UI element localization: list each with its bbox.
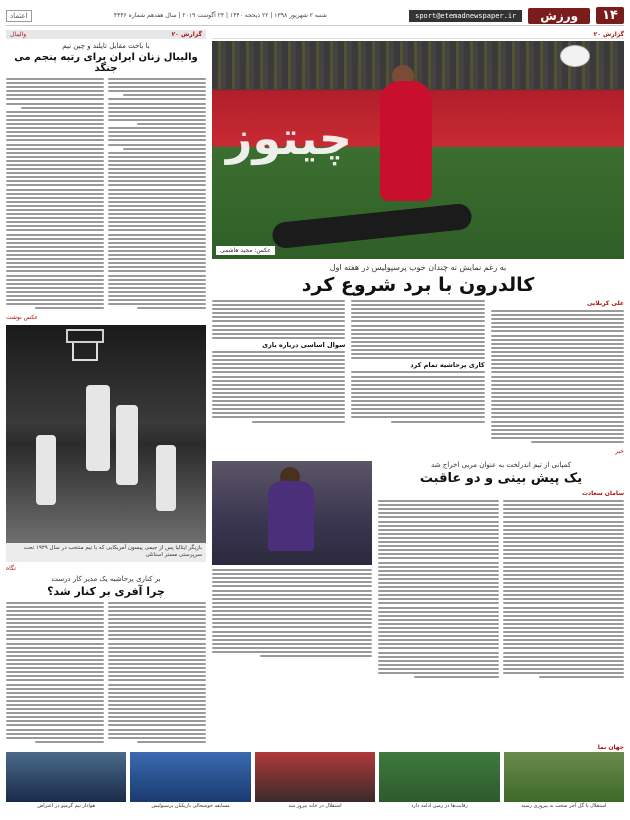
coach-kit xyxy=(268,481,314,551)
left-headline: والیبال زنان ایران برای رتبه پنجم می جنگد xyxy=(14,52,198,74)
second-byline: سامان سعادت xyxy=(582,490,624,498)
second-story-text xyxy=(378,461,624,680)
left-kicker-bar xyxy=(6,30,206,39)
thumb-image xyxy=(130,752,250,802)
second-headline: یک پیش بینی و دو عاقبت xyxy=(419,471,583,487)
main-text-col-3 xyxy=(212,300,345,445)
left-article-body xyxy=(6,78,206,311)
masthead-right xyxy=(409,7,624,24)
section-email[interactable]: sport@etemadnewspaper.ir xyxy=(409,10,522,22)
thumb-caption: هوادار تیم گرمیو در اعتراض xyxy=(37,803,96,809)
issue-line: شنبه ۲ شهریور ۱۳۹۸ | ۲۲ ذیحجه ۱۴۴۰ | ۲۴ آگوست ۲۰۱۹ | سال هفدهم شماره ۴۴۴۶ xyxy=(113,12,327,19)
main-inline-subhead: کاری پرحاشیه‌ تمام کرد xyxy=(410,361,485,370)
newspaper-logo: اعتماد xyxy=(6,10,32,22)
thumb-image xyxy=(255,752,375,802)
main-text-col-1 xyxy=(491,300,624,445)
left-text-col-1 xyxy=(108,78,206,311)
basketball-caption: بازیگر ایتالیا پس از جیمی پیسون آمریکایی که با تیم منتخب‌ در سال ۱۹۴۹ تحت سرپرستی مستر استانلی xyxy=(6,543,206,561)
masthead xyxy=(6,6,624,26)
coach-photo xyxy=(212,461,372,565)
hero-football-photo xyxy=(212,41,624,259)
player-red-kit xyxy=(380,81,432,201)
photo-kicker: عکس نوشت xyxy=(6,314,39,322)
player-figure xyxy=(116,405,138,485)
second-kicker: خبر xyxy=(615,448,624,456)
lower-headline: چرا آفری بر کنار شد؟ xyxy=(47,584,165,598)
strip-thumb[interactable] xyxy=(504,752,624,814)
player-dark-sliding xyxy=(271,203,473,250)
strip-thumb[interactable] xyxy=(130,752,250,814)
thumb-caption: مسابقه خوشحالی بازیکنان پرسپولیس xyxy=(151,803,230,809)
main-text-col-2 xyxy=(351,300,484,445)
thumb-caption: رقابت‌ها در زمین ادامه دارد xyxy=(410,803,468,809)
strip-kicker: جهان نما xyxy=(597,744,624,751)
ball-icon xyxy=(560,45,590,67)
player-figure xyxy=(156,445,176,511)
thumb-image xyxy=(379,752,499,802)
main-kicker-row xyxy=(212,30,624,39)
player-figure xyxy=(86,385,110,471)
second-story xyxy=(212,461,624,680)
lower-article-body xyxy=(6,602,206,745)
lower-kicker: نگاه xyxy=(6,564,16,572)
player-figure xyxy=(36,435,56,505)
second-sub-headline: کمپانی از تیم اندرلخت به عنوان مربی اخراج شد xyxy=(431,461,571,470)
hoop-shape xyxy=(72,343,98,361)
second-photo-col xyxy=(212,461,372,680)
left-sub-headline: با باخت مقابل تایلند و چین تیم xyxy=(62,42,150,50)
main-inline-subhead: سوال اساسی درباره بازی xyxy=(262,340,346,349)
backboard-shape xyxy=(66,329,104,343)
main-kicker: گزارش ۲۰ xyxy=(593,30,624,38)
ad-board: چیتوز xyxy=(226,111,353,165)
main-article-body xyxy=(212,300,624,445)
left-kicker: گزارش ۲۰ xyxy=(171,31,202,38)
strip-thumb[interactable] xyxy=(6,752,126,814)
main-headline: کالدرون با برد شروع کرد xyxy=(301,274,535,296)
lower-sub-headline: بر کناری پرحاشیه یک مدیر کار درست xyxy=(51,574,161,583)
left-column xyxy=(6,30,206,742)
left-top-label: والیبال xyxy=(10,31,27,38)
hero-photo-credit: عکس: مجید هاشمی xyxy=(216,246,275,255)
bottom-photo-strip xyxy=(6,744,624,814)
thumb-caption: استقلال با گل آخر سخت به پیروزی رسید xyxy=(521,803,607,809)
left-text-col-2 xyxy=(6,78,104,311)
thumb-image xyxy=(6,752,126,802)
section-name: ورزش xyxy=(528,8,590,24)
strip-row xyxy=(6,752,624,814)
basketball-photo xyxy=(6,325,206,543)
strip-thumb[interactable] xyxy=(255,752,375,814)
page-number: ۱۴ xyxy=(596,7,624,24)
main-area xyxy=(212,30,624,742)
thumb-image xyxy=(504,752,624,802)
strip-thumb[interactable] xyxy=(379,752,499,814)
main-byline: علی کربلایی xyxy=(586,300,624,307)
main-sub-headline: به رغم نمایش نه چندان خوب پرسپولیس در هفته اول xyxy=(329,263,507,272)
thumb-caption: استقلال در خانه پیروز شد xyxy=(288,803,342,809)
